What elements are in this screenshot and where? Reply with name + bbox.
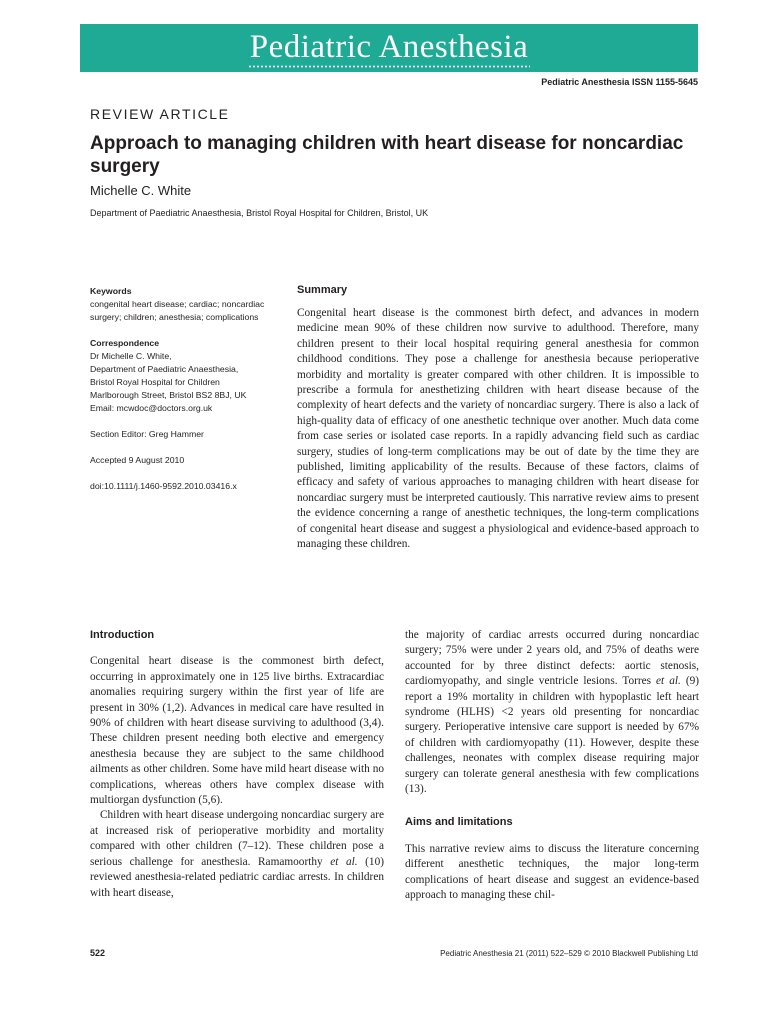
section-editor [90, 428, 290, 441]
body-column-right [405, 628, 699, 904]
summary-heading: Summary [297, 284, 348, 296]
aims-heading: Aims and limitations [405, 816, 513, 829]
paragraph-text: Children with heart disease undergoing noncardiac surgery are at increased risk of perioperative morbidity and mortality compared with other children (7–12). These children pose a serious challenge for anesthesia. Ramamoorthy [90, 809, 384, 868]
footer-citation: Pediatric Anesthesia 21 (2011) 522–529 © 2010 Blackwell Publishing Ltd [440, 949, 698, 958]
et-al: et al. [330, 855, 358, 868]
keywords-line: surgery; children; anesthesia; complications [90, 312, 259, 322]
doi [90, 480, 290, 493]
introduction-paragraph-1: Congenital heart disease is the commonest birth defect, occurring in approximately one in 125 live births. Extracardiac anomalies requiring surgery within the first year of life are present in 30% (1,2). Advances in medical care have resulted in 90% of children with heart disease surviving to adulthood (3,4). These children present needing both elective and emergency anesthesia because they are subject to the same childhood ailments as other children. Some have mild heart disease with no complications, whereas others have complex disease with multiorgan dysfunction (5,6). [90, 655, 384, 807]
body-column-left [90, 628, 384, 901]
correspondence-line: Bristol Royal Hospital for Children [90, 377, 220, 387]
article-title: Approach to managing children with heart disease for noncardiac surgery [90, 133, 684, 177]
keywords-block [90, 285, 290, 324]
correspondence-line: Marlborough Street, Bristol BS2 8BJ, UK [90, 390, 247, 400]
keywords-label: Keywords [90, 286, 132, 296]
summary-text: Congenital heart disease is the commonest birth defect, and advances in modern medicine mean 90% of these children now survive to adulthood. Therefore, many children present to their local hospital requiring general anesthesia for common childhood conditions. They pose a challenge for anesthesia because perioperative morbidity and mortality is greater compared with other children. It is impossible to prescribe a formula for anesthetizing children with heart disease because of the complexity of heart defects and the variety of noncardiac surgery. There is also a lack of high-quality data of efficacy of one anesthetic technique over another. Much data come from case series or isolated case reports. In a rapidly advancing field such as cardiac surgery, studies of long-term complications may be out of date by the time they are published, limiting applicability of the results. Because of these factors, claims of efficacy and safety of various approaches to managing children with heart disease for noncardiac surgery must be interpreted cautiously. This narrative review aims to present the evidence concerning a range of anesthetic techniques, the long-term complications of congenital heart disease and suggest a physiological and evidence-based approach to managing these children. [297, 307, 699, 551]
author-name: Michelle C. White [90, 183, 192, 198]
aims-paragraph-1: This narrative review aims to discuss the literature concerning different anesthetic techniques, the major long-term complications of heart disease and suggest an evidence-based approach to managing these chil- [405, 842, 699, 902]
correspondence-email[interactable]: Email: mcwdoc@doctors.org.uk [90, 403, 213, 413]
et-al: et al. [656, 675, 681, 688]
correspondence-line: Dr Michelle C. White, [90, 351, 172, 361]
issn-line: Pediatric Anesthesia ISSN 1155-5645 [541, 77, 698, 87]
accepted-date [90, 454, 290, 467]
section-editor-text: Section Editor: Greg Hammer [90, 429, 204, 439]
correspondence-line: Department of Paediatric Anaesthesia, [90, 364, 239, 374]
author-affiliation: Department of Paediatric Anaesthesia, Bristol Royal Hospital for Children, Bristol, UK [90, 208, 429, 218]
correspondence-block [90, 337, 290, 415]
paragraph-text: (9) report a 19% mortality in children with hypoplastic left heart syndrome (HLHS) <2 years old presenting for noncardiac surgery. Perioperative intensive care support is needed by 67% of children with cardiomyopathy (11). However, despite these challenges, neonates with complex disease requiring major surgery can tolerate general anesthesia with few complications (13). [405, 675, 700, 796]
paragraph-text: (10) reviewed anesthesia-related pediatric cardiac arrests. In children with heart disease, [90, 855, 384, 899]
masthead-dotted-rule [248, 65, 530, 68]
introduction-heading: Introduction [90, 629, 155, 641]
introduction-paragraph-2 [90, 808, 384, 900]
journal-name: Pediatric Anesthesia [249, 29, 529, 65]
accepted-date-text: Accepted 9 August 2010 [90, 455, 185, 465]
doi-link[interactable]: doi:10.1111/j.1460-9592.2010.03416.x [90, 481, 237, 491]
correspondence-label: Correspondence [90, 338, 160, 348]
journal-masthead [80, 24, 698, 72]
article-sidebar [90, 285, 290, 506]
paragraph-text: the majority of cardiac arrests occurred during noncardiac surgery; 75% were under 2 years old, and 75% of deaths were accounted for by three distinct defects: aortic stenosis, cardiomyopathy, and single ventricle lesions. Torres [405, 629, 699, 688]
keywords-line: congenital heart disease; cardiac; noncardiac [90, 299, 265, 309]
right-paragraph-1 [405, 628, 699, 797]
page-number: 522 [90, 948, 106, 958]
article-type: REVIEW ARTICLE [90, 106, 230, 122]
